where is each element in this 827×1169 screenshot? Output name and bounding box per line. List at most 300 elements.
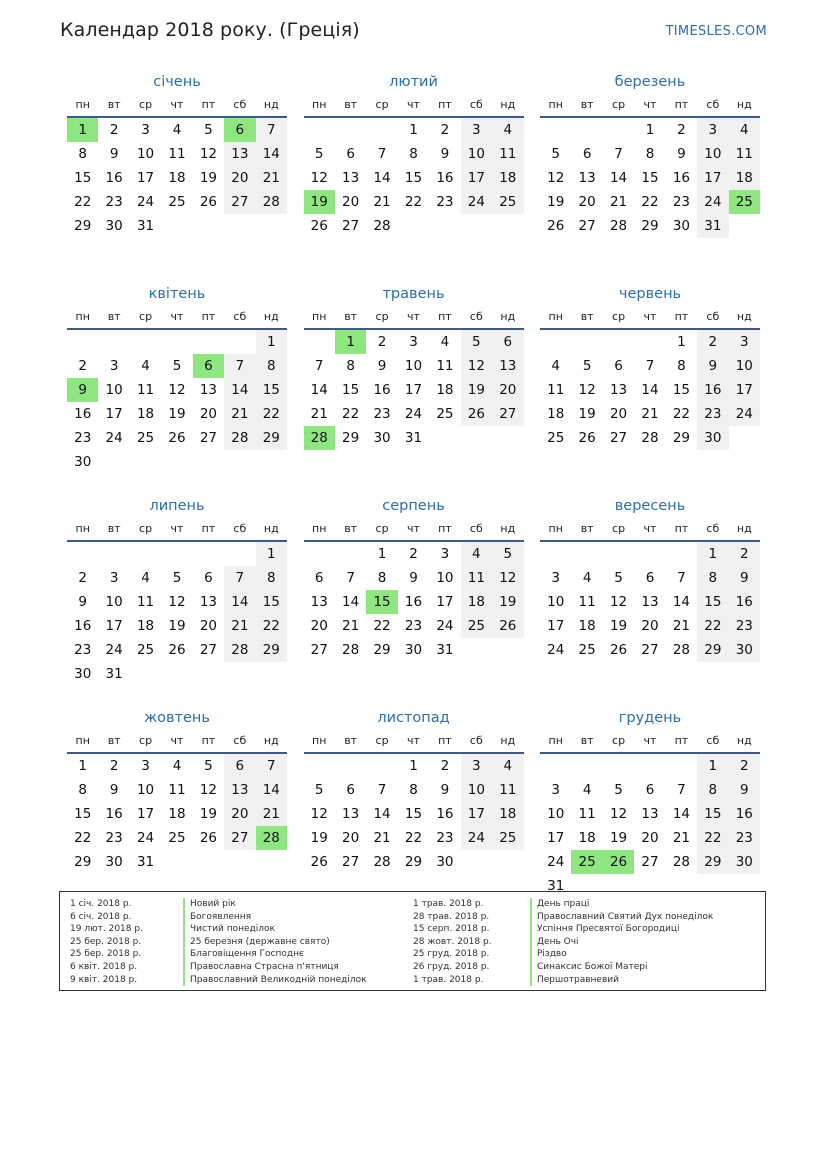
day-cell[interactable]: 15 [74, 806, 92, 822]
day-cell[interactable]: 17 [461, 166, 492, 190]
holiday-day[interactable]: 1 [67, 118, 98, 142]
day-cell[interactable]: 13 [310, 594, 328, 610]
day-cell[interactable]: 12 [461, 354, 492, 378]
day-cell[interactable]: 15 [404, 170, 423, 186]
day-cell[interactable]: 22 [256, 402, 287, 426]
day-cell[interactable]: 19 [547, 194, 565, 210]
day-cell[interactable]: 21 [256, 802, 287, 826]
day-cell[interactable]: 17 [547, 618, 565, 634]
day-cell[interactable]: 20 [342, 830, 360, 846]
day-cell[interactable]: 4 [172, 122, 182, 138]
day-cell[interactable]: 28 [342, 642, 360, 658]
day-cell[interactable]: 16 [105, 806, 123, 822]
day-cell[interactable]: 25 [136, 430, 155, 446]
day-cell[interactable]: 3 [729, 330, 760, 354]
day-cell[interactable]: 13 [578, 170, 596, 186]
day-cell[interactable]: 21 [609, 194, 628, 210]
day-cell[interactable]: 2 [377, 334, 387, 350]
day-cell[interactable]: 23 [436, 194, 454, 210]
day-cell[interactable]: 18 [547, 406, 565, 422]
day-cell[interactable]: 7 [614, 146, 623, 162]
day-cell[interactable]: 6 [582, 146, 592, 162]
day-cell[interactable]: 5 [582, 358, 592, 374]
day-cell[interactable]: 26 [199, 194, 218, 210]
day-cell[interactable]: 27 [641, 642, 659, 658]
day-cell[interactable]: 26 [168, 642, 186, 658]
day-cell[interactable]: 14 [224, 378, 255, 402]
holiday-day[interactable]: 6 [224, 118, 255, 142]
day-cell[interactable]: 22 [74, 830, 92, 846]
day-cell[interactable]: 31 [105, 666, 123, 682]
day-cell[interactable]: 24 [461, 190, 492, 214]
day-cell[interactable]: 21 [641, 406, 659, 422]
day-cell[interactable]: 18 [436, 382, 454, 398]
day-cell[interactable]: 5 [314, 146, 324, 162]
day-cell[interactable]: 27 [224, 826, 255, 850]
day-cell[interactable]: 25 [168, 194, 186, 210]
day-cell[interactable]: 13 [342, 806, 360, 822]
day-cell[interactable]: 2 [440, 122, 450, 138]
day-cell[interactable]: 22 [404, 194, 423, 210]
day-cell[interactable]: 4 [461, 542, 492, 566]
day-cell[interactable]: 25 [436, 406, 454, 422]
day-cell[interactable]: 27 [310, 642, 328, 658]
day-cell[interactable]: 28 [373, 854, 391, 870]
day-cell[interactable]: 2 [729, 754, 760, 778]
day-cell[interactable]: 30 [436, 854, 454, 870]
day-cell[interactable]: 4 [492, 118, 523, 142]
day-cell[interactable]: 9 [78, 594, 87, 610]
day-cell[interactable]: 8 [697, 778, 728, 802]
day-cell[interactable]: 2 [109, 122, 119, 138]
day-cell[interactable]: 7 [224, 354, 255, 378]
day-cell[interactable]: 27 [342, 854, 360, 870]
day-cell[interactable]: 12 [199, 782, 218, 798]
day-cell[interactable]: 1 [256, 330, 287, 354]
day-cell[interactable]: 25 [547, 430, 565, 446]
day-cell[interactable]: 4 [141, 358, 150, 374]
day-cell[interactable]: 20 [641, 830, 659, 846]
day-cell[interactable]: 18 [168, 806, 186, 822]
day-cell[interactable]: 27 [578, 218, 596, 234]
day-cell[interactable]: 23 [697, 402, 728, 426]
day-cell[interactable]: 10 [404, 358, 423, 374]
day-cell[interactable]: 16 [74, 618, 92, 634]
day-cell[interactable]: 26 [492, 614, 523, 638]
day-cell[interactable]: 25 [168, 830, 186, 846]
day-cell[interactable]: 26 [609, 642, 628, 658]
day-cell[interactable]: 18 [492, 802, 523, 826]
day-cell[interactable]: 29 [373, 642, 391, 658]
day-cell[interactable]: 13 [641, 594, 659, 610]
day-cell[interactable]: 24 [105, 430, 123, 446]
day-cell[interactable]: 1 [409, 758, 418, 774]
day-cell[interactable]: 9 [729, 778, 760, 802]
day-cell[interactable]: 4 [492, 754, 523, 778]
day-cell[interactable]: 25 [492, 826, 523, 850]
day-cell[interactable]: 3 [461, 754, 492, 778]
day-cell[interactable]: 2 [109, 758, 119, 774]
day-cell[interactable]: 30 [697, 426, 728, 450]
day-cell[interactable]: 5 [614, 570, 623, 586]
day-cell[interactable]: 1 [697, 754, 728, 778]
day-cell[interactable]: 3 [461, 118, 492, 142]
day-cell[interactable]: 23 [74, 430, 92, 446]
day-cell[interactable]: 12 [199, 146, 218, 162]
day-cell[interactable]: 21 [672, 830, 691, 846]
day-cell[interactable]: 20 [199, 618, 218, 634]
day-cell[interactable]: 23 [436, 830, 454, 846]
day-cell[interactable]: 24 [729, 402, 760, 426]
day-cell[interactable]: 9 [377, 358, 387, 374]
day-cell[interactable]: 25 [578, 642, 596, 658]
day-cell[interactable]: 14 [256, 142, 287, 166]
day-cell[interactable]: 22 [256, 614, 287, 638]
day-cell[interactable]: 3 [109, 570, 119, 586]
day-cell[interactable]: 6 [645, 570, 655, 586]
day-cell[interactable]: 19 [578, 406, 596, 422]
day-cell[interactable]: 18 [578, 618, 596, 634]
day-cell[interactable]: 19 [199, 170, 218, 186]
day-cell[interactable]: 31 [136, 218, 155, 234]
day-cell[interactable]: 17 [436, 594, 454, 610]
day-cell[interactable]: 21 [224, 614, 255, 638]
day-cell[interactable]: 9 [440, 782, 450, 798]
day-cell[interactable]: 24 [136, 194, 155, 210]
day-cell[interactable]: 20 [310, 618, 328, 634]
day-cell[interactable]: 26 [461, 402, 492, 426]
day-cell[interactable]: 10 [461, 778, 492, 802]
day-cell[interactable]: 19 [492, 590, 523, 614]
day-cell[interactable]: 10 [729, 354, 760, 378]
day-cell[interactable]: 1 [78, 758, 87, 774]
day-cell[interactable]: 8 [697, 566, 728, 590]
day-cell[interactable]: 12 [547, 170, 565, 186]
holiday-day[interactable]: 26 [603, 850, 634, 874]
day-cell[interactable]: 24 [136, 830, 155, 846]
day-cell[interactable]: 26 [310, 218, 328, 234]
day-cell[interactable]: 7 [224, 566, 255, 590]
day-cell[interactable]: 15 [404, 806, 423, 822]
day-cell[interactable]: 23 [373, 406, 391, 422]
day-cell[interactable]: 13 [492, 354, 523, 378]
day-cell[interactable]: 29 [342, 430, 360, 446]
day-cell[interactable]: 13 [224, 778, 255, 802]
day-cell[interactable]: 20 [224, 166, 255, 190]
day-cell[interactable]: 8 [346, 358, 355, 374]
day-cell[interactable]: 29 [697, 638, 728, 662]
day-cell[interactable]: 26 [168, 430, 186, 446]
day-cell[interactable]: 7 [645, 358, 655, 374]
day-cell[interactable]: 21 [256, 166, 287, 190]
day-cell[interactable]: 24 [404, 406, 423, 422]
day-cell[interactable]: 21 [672, 618, 691, 634]
day-cell[interactable]: 17 [697, 166, 728, 190]
day-cell[interactable]: 30 [672, 218, 691, 234]
day-cell[interactable]: 7 [677, 570, 686, 586]
day-cell[interactable]: 29 [74, 218, 92, 234]
day-cell[interactable]: 9 [697, 354, 728, 378]
day-cell[interactable]: 16 [729, 590, 760, 614]
day-cell[interactable]: 7 [346, 570, 355, 586]
day-cell[interactable]: 8 [78, 782, 87, 798]
day-cell[interactable]: 18 [168, 170, 186, 186]
day-cell[interactable]: 24 [436, 618, 454, 634]
day-cell[interactable]: 27 [492, 402, 523, 426]
day-cell[interactable]: 16 [672, 170, 691, 186]
day-cell[interactable]: 7 [314, 358, 324, 374]
day-cell[interactable]: 11 [436, 358, 454, 374]
day-cell[interactable]: 20 [224, 802, 255, 826]
day-cell[interactable]: 28 [224, 426, 255, 450]
day-cell[interactable]: 15 [641, 170, 659, 186]
day-cell[interactable]: 3 [697, 118, 728, 142]
day-cell[interactable]: 12 [492, 566, 523, 590]
day-cell[interactable]: 30 [74, 666, 92, 682]
day-cell[interactable]: 27 [199, 430, 218, 446]
day-cell[interactable]: 1 [256, 542, 287, 566]
day-cell[interactable]: 24 [697, 190, 728, 214]
day-cell[interactable]: 1 [377, 546, 387, 562]
day-cell[interactable]: 19 [609, 830, 628, 846]
day-cell[interactable]: 18 [136, 406, 155, 422]
day-cell[interactable]: 5 [172, 358, 182, 374]
day-cell[interactable]: 16 [697, 378, 728, 402]
day-cell[interactable]: 14 [310, 382, 328, 398]
day-cell[interactable]: 3 [141, 122, 150, 138]
day-cell[interactable]: 15 [256, 378, 287, 402]
day-cell[interactable]: 11 [578, 594, 596, 610]
day-cell[interactable]: 12 [609, 594, 628, 610]
day-cell[interactable]: 30 [74, 454, 92, 470]
day-cell[interactable]: 11 [492, 142, 523, 166]
day-cell[interactable]: 21 [373, 830, 391, 846]
day-cell[interactable]: 27 [342, 218, 360, 234]
day-cell[interactable]: 3 [440, 546, 450, 562]
day-cell[interactable]: 29 [74, 854, 92, 870]
day-cell[interactable]: 26 [578, 430, 596, 446]
day-cell[interactable]: 13 [199, 382, 218, 398]
holiday-day[interactable]: 28 [256, 826, 287, 850]
day-cell[interactable]: 18 [461, 590, 492, 614]
day-cell[interactable]: 16 [105, 170, 123, 186]
day-cell[interactable]: 16 [729, 802, 760, 826]
day-cell[interactable]: 29 [641, 218, 659, 234]
day-cell[interactable]: 29 [672, 430, 691, 446]
day-cell[interactable]: 8 [377, 570, 387, 586]
day-cell[interactable]: 5 [172, 570, 182, 586]
day-cell[interactable]: 3 [551, 782, 560, 798]
day-cell[interactable]: 18 [136, 618, 155, 634]
day-cell[interactable]: 5 [551, 146, 560, 162]
day-cell[interactable]: 7 [377, 782, 387, 798]
day-cell[interactable]: 14 [342, 594, 360, 610]
day-cell[interactable]: 6 [492, 330, 523, 354]
day-cell[interactable]: 5 [492, 542, 523, 566]
day-cell[interactable]: 1 [409, 122, 418, 138]
day-cell[interactable]: 15 [256, 590, 287, 614]
day-cell[interactable]: 28 [373, 218, 391, 234]
day-cell[interactable]: 10 [436, 570, 454, 586]
day-cell[interactable]: 9 [409, 570, 418, 586]
day-cell[interactable]: 10 [547, 806, 565, 822]
day-cell[interactable]: 17 [105, 618, 123, 634]
holiday-day[interactable]: 6 [193, 354, 224, 378]
day-cell[interactable]: 23 [74, 642, 92, 658]
day-cell[interactable]: 9 [440, 146, 450, 162]
day-cell[interactable]: 22 [74, 194, 92, 210]
day-cell[interactable]: 12 [168, 594, 186, 610]
day-cell[interactable]: 28 [641, 430, 659, 446]
day-cell[interactable]: 9 [729, 566, 760, 590]
day-cell[interactable]: 18 [492, 166, 523, 190]
day-cell[interactable]: 11 [168, 782, 186, 798]
day-cell[interactable]: 2 [409, 546, 418, 562]
day-cell[interactable]: 16 [373, 382, 391, 398]
day-cell[interactable]: 13 [199, 594, 218, 610]
day-cell[interactable]: 5 [314, 782, 324, 798]
day-cell[interactable]: 30 [373, 430, 391, 446]
holiday-day[interactable]: 1 [335, 330, 366, 354]
day-cell[interactable]: 15 [672, 382, 691, 398]
brand-link[interactable]: TIMESLES.COM [665, 24, 767, 39]
day-cell[interactable]: 2 [440, 758, 450, 774]
day-cell[interactable]: 3 [141, 758, 150, 774]
day-cell[interactable]: 9 [677, 146, 686, 162]
day-cell[interactable]: 2 [697, 330, 728, 354]
day-cell[interactable]: 20 [492, 378, 523, 402]
day-cell[interactable]: 19 [461, 378, 492, 402]
day-cell[interactable]: 18 [729, 166, 760, 190]
day-cell[interactable]: 14 [373, 806, 391, 822]
day-cell[interactable]: 11 [461, 566, 492, 590]
day-cell[interactable]: 15 [697, 802, 728, 826]
day-cell[interactable]: 28 [609, 218, 628, 234]
day-cell[interactable]: 17 [105, 406, 123, 422]
day-cell[interactable]: 26 [310, 854, 328, 870]
day-cell[interactable]: 26 [199, 830, 218, 846]
day-cell[interactable]: 7 [377, 146, 387, 162]
day-cell[interactable]: 17 [136, 170, 155, 186]
day-cell[interactable]: 23 [105, 194, 123, 210]
day-cell[interactable]: 31 [547, 878, 565, 894]
day-cell[interactable]: 4 [582, 570, 592, 586]
day-cell[interactable]: 6 [614, 358, 623, 374]
day-cell[interactable]: 1 [677, 334, 686, 350]
day-cell[interactable]: 28 [256, 190, 287, 214]
day-cell[interactable]: 24 [105, 642, 123, 658]
day-cell[interactable]: 2 [78, 570, 87, 586]
day-cell[interactable]: 30 [105, 218, 123, 234]
day-cell[interactable]: 16 [436, 806, 454, 822]
day-cell[interactable]: 10 [105, 382, 123, 398]
day-cell[interactable]: 10 [105, 594, 123, 610]
day-cell[interactable]: 22 [641, 194, 659, 210]
day-cell[interactable]: 11 [136, 382, 155, 398]
day-cell[interactable]: 11 [729, 142, 760, 166]
day-cell[interactable]: 4 [440, 334, 450, 350]
day-cell[interactable]: 29 [697, 850, 728, 874]
day-cell[interactable]: 20 [609, 406, 628, 422]
day-cell[interactable]: 14 [224, 590, 255, 614]
day-cell[interactable]: 19 [310, 830, 328, 846]
day-cell[interactable]: 19 [199, 806, 218, 822]
day-cell[interactable]: 31 [436, 642, 454, 658]
day-cell[interactable]: 27 [641, 854, 659, 870]
day-cell[interactable]: 13 [224, 142, 255, 166]
day-cell[interactable]: 16 [436, 170, 454, 186]
day-cell[interactable]: 28 [224, 638, 255, 662]
day-cell[interactable]: 27 [609, 430, 628, 446]
day-cell[interactable]: 11 [547, 382, 565, 398]
day-cell[interactable]: 22 [697, 614, 728, 638]
day-cell[interactable]: 27 [224, 190, 255, 214]
day-cell[interactable]: 29 [256, 638, 287, 662]
day-cell[interactable]: 19 [168, 618, 186, 634]
day-cell[interactable]: 8 [78, 146, 87, 162]
day-cell[interactable]: 2 [78, 358, 87, 374]
day-cell[interactable]: 12 [609, 806, 628, 822]
holiday-day[interactable]: 25 [571, 850, 602, 874]
day-cell[interactable]: 22 [697, 826, 728, 850]
day-cell[interactable]: 19 [168, 406, 186, 422]
day-cell[interactable]: 2 [729, 542, 760, 566]
day-cell[interactable]: 17 [404, 382, 423, 398]
day-cell[interactable]: 25 [136, 642, 155, 658]
day-cell[interactable]: 29 [404, 854, 423, 870]
day-cell[interactable]: 8 [409, 782, 418, 798]
day-cell[interactable]: 4 [551, 358, 560, 374]
day-cell[interactable]: 8 [256, 566, 287, 590]
day-cell[interactable]: 21 [310, 406, 328, 422]
day-cell[interactable]: 29 [256, 426, 287, 450]
day-cell[interactable]: 8 [409, 146, 418, 162]
day-cell[interactable]: 23 [729, 826, 760, 850]
day-cell[interactable]: 10 [136, 146, 155, 162]
day-cell[interactable]: 10 [461, 142, 492, 166]
day-cell[interactable]: 17 [729, 378, 760, 402]
day-cell[interactable]: 20 [578, 194, 596, 210]
day-cell[interactable]: 6 [314, 570, 324, 586]
day-cell[interactable]: 22 [404, 830, 423, 846]
day-cell[interactable]: 14 [609, 170, 628, 186]
day-cell[interactable]: 16 [404, 594, 423, 610]
day-cell[interactable]: 17 [136, 806, 155, 822]
day-cell[interactable]: 12 [310, 806, 328, 822]
holiday-day[interactable]: 25 [729, 190, 760, 214]
day-cell[interactable]: 14 [373, 170, 391, 186]
day-cell[interactable]: 31 [136, 854, 155, 870]
day-cell[interactable]: 17 [547, 830, 565, 846]
day-cell[interactable]: 25 [492, 190, 523, 214]
day-cell[interactable]: 14 [641, 382, 659, 398]
day-cell[interactable]: 5 [204, 758, 213, 774]
day-cell[interactable]: 23 [672, 194, 691, 210]
day-cell[interactable]: 8 [677, 358, 686, 374]
day-cell[interactable]: 15 [342, 382, 360, 398]
day-cell[interactable]: 13 [609, 382, 628, 398]
day-cell[interactable]: 11 [136, 594, 155, 610]
day-cell[interactable]: 13 [342, 170, 360, 186]
day-cell[interactable]: 16 [74, 406, 92, 422]
day-cell[interactable]: 10 [547, 594, 565, 610]
day-cell[interactable]: 5 [204, 122, 213, 138]
day-cell[interactable]: 24 [547, 642, 565, 658]
day-cell[interactable]: 1 [645, 122, 655, 138]
day-cell[interactable]: 17 [461, 802, 492, 826]
day-cell[interactable]: 20 [199, 406, 218, 422]
day-cell[interactable]: 15 [74, 170, 92, 186]
